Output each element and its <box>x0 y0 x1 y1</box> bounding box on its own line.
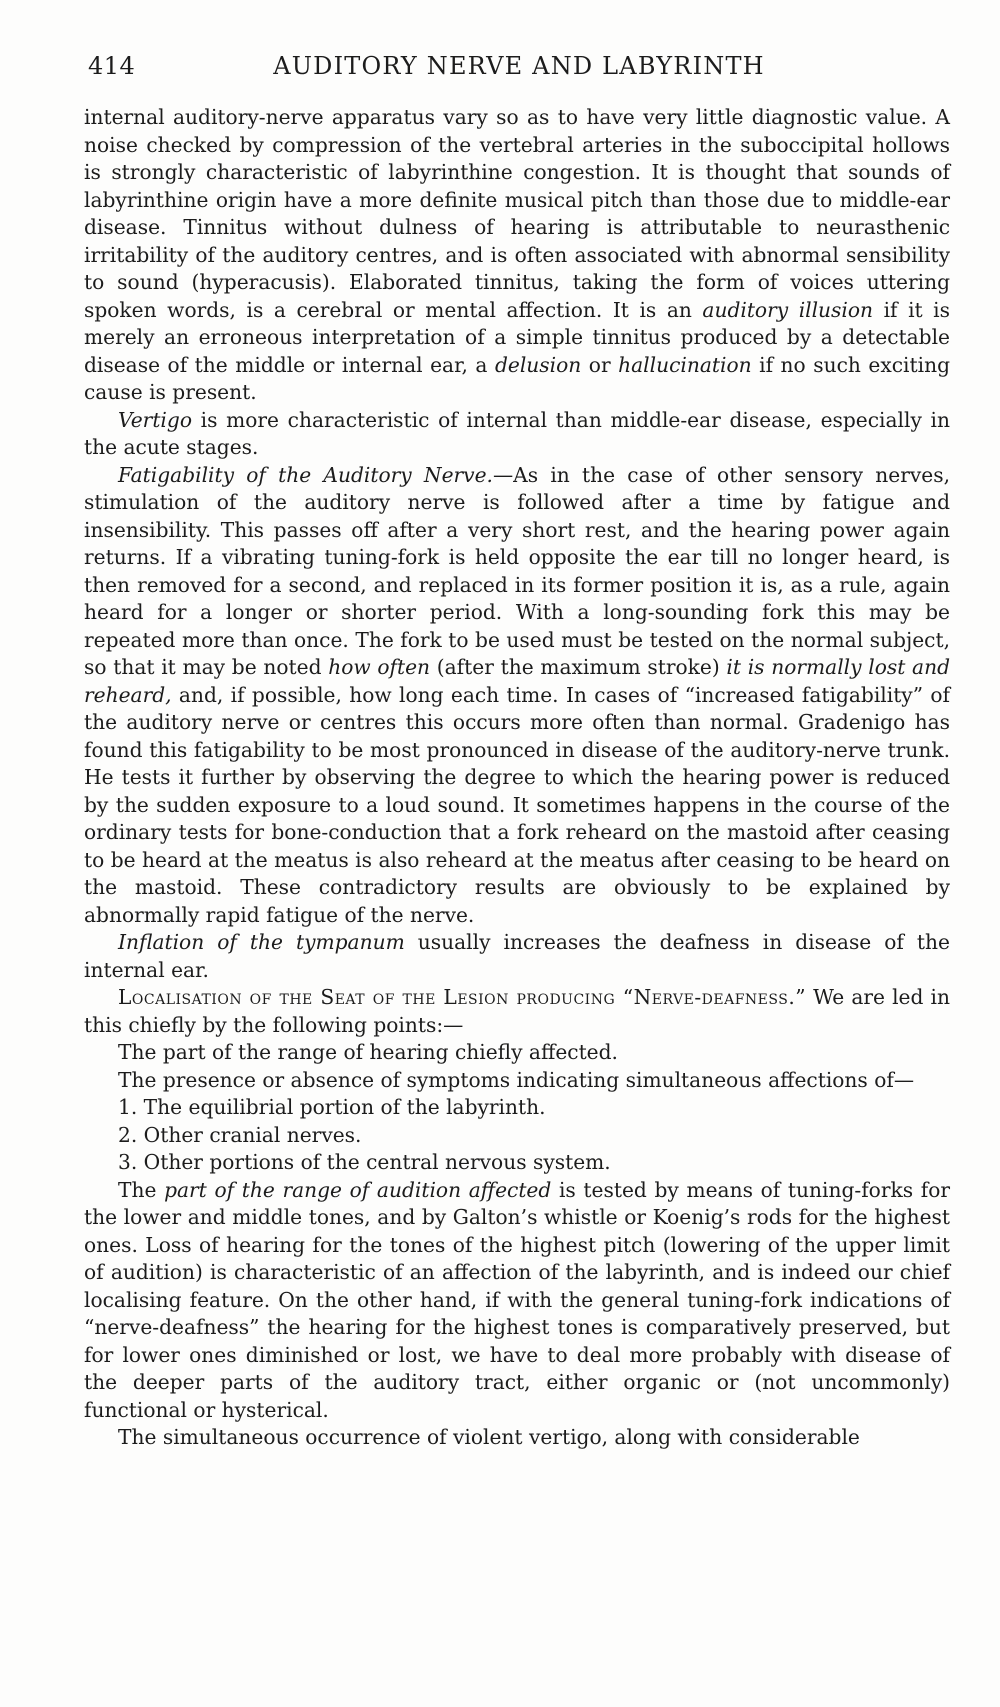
text-run: is tested by means of tuning-forks for the lower and middle tones, and by Galton’s whistle or Koenig’s rods for the highest ones. Loss of hearing for the tones of the highest pitch (lowering of the upper limit of audition) is characteristic of an affection of the labyrinth, and is indeed our chief localising feature. On the other hand, if with the general tuning-fork indications of “nerve-deafness” the hearing for the highest tones is comparatively preserved, but for lower ones diminished or lost, we have to deal more probably with disease of the deeper parts of the auditory tract, either organic or (not uncommonly) functional or hysterical. <box>84 1177 950 1422</box>
list-item: 2. Other cranial nerves. <box>118 1122 362 1147</box>
italic-term: Inflation of the tympanum <box>118 930 405 954</box>
paragraph-symptoms: The presence or absence of symptoms indicating simultaneous affections of— <box>118 1067 915 1092</box>
paragraph-localisation <box>84 984 950 1039</box>
italic-term: part of the range of audition affected <box>164 1177 552 1202</box>
italic-term: delusion <box>494 352 582 377</box>
text-run: if it is merely an erroneous interpretation of a simple tinnitus produced by a detectable disease of the middle or internal ear, a <box>84 297 951 377</box>
running-head <box>88 52 950 82</box>
list-item: 3. Other portions of the central nervous system. <box>118 1150 611 1174</box>
text-run: internal auditory-nerve apparatus vary so as to have very little diagnostic value. A noise checked by compression of the vertebral arteries in the suboccipital hollows is strongly characteristic of labyrinthine congestion. It is thought that sounds of labyrinthine origin have a more definite musical pitch than those due to middle-ear disease. Tinnitus without dulness of hearing is attributable to neurasthenic irritability of the auditory centres, and is often associated with abnormal sensibility to sound (hyperacusis). Elaborated tinnitus, taking the form of voices uttering spoken words, is a cerebral or mental affection. It is an <box>84 105 950 322</box>
text-run: The <box>118 1177 165 1202</box>
paragraph-range-audition <box>84 1177 950 1425</box>
text-run: is more characteristic of internal than middle-ear disease, especially in the acute stages. <box>84 407 950 459</box>
paragraph-range: The part of the range of hearing chiefly affected. <box>118 1040 618 1064</box>
text-run: usually increases the deafness in disease of the internal ear. <box>84 930 950 982</box>
text-run: and, if possible, how long each time. In cases of “increased fatigability” of the auditory nerve or centres this occurs more often than normal. Gradenigo has found this fatigability to be most pronounced in disease of the auditory-nerve trunk. He tests it further by observing the degree to which the hearing power is reduced by the sudden exposure to a loud sound. It sometimes happens in the course of the ordinary tests for bone-conduction that a fork reheard on the mastoid after ceasing to be heard at the meatus is also reheard at the meatus after ceasing to be heard on the mastoid. These contradictory results are obviously to be explained by abnormally rapid fatigue of the nerve. <box>84 682 950 927</box>
paragraph-fatigability <box>84 462 950 930</box>
text-run: or <box>581 352 619 377</box>
section-heading: Fatigability of the Auditory Nerve. <box>118 462 493 487</box>
paragraph-vertigo <box>84 407 950 462</box>
paragraph-vertigo-occurrence: The simultaneous occurrence of violent vertigo, along with considerable <box>118 1425 860 1449</box>
body-text <box>84 104 950 1452</box>
italic-term: auditory illusion <box>702 297 874 322</box>
list-item: 1. The equilibrial portion of the labyrinth. <box>118 1095 546 1119</box>
running-title: AUDITORY NERVE AND LABYRINTH <box>273 52 765 80</box>
page-number: 414 <box>88 52 136 80</box>
text-run: We are led in this chiefly by the following points:— <box>84 985 950 1037</box>
italic-term: Vertigo <box>118 407 192 432</box>
paragraph-tinnitus <box>84 104 950 407</box>
italic-term: hallucination <box>618 352 752 377</box>
section-heading: Localisation of the Seat of the Lesion producing “Nerve-deafness.” <box>118 985 807 1009</box>
italic-term: how often <box>328 655 431 679</box>
paragraph-inflation <box>84 929 950 984</box>
italic-term: it is normally lost and reheard, <box>84 655 950 707</box>
text-run: (after the maximum stroke) <box>430 655 727 679</box>
text-run: —As in the case of other sensory nerves, stimulation of the auditory nerve is followed after a time by fatigue and insensibility. This passes off after a very short rest, and the hearing power again returns. If a vibrating tuning-fork is held opposite the ear till no longer heard, is then removed for a second, and replaced in its former position it is, as a rule, again heard for a longer or shorter period. With a long-sounding fork this may be repeated more than once. The fork to be used must be tested on the normal subject, so that it may be noted <box>84 462 950 679</box>
text-run: if no such exciting cause is present. <box>84 352 950 404</box>
